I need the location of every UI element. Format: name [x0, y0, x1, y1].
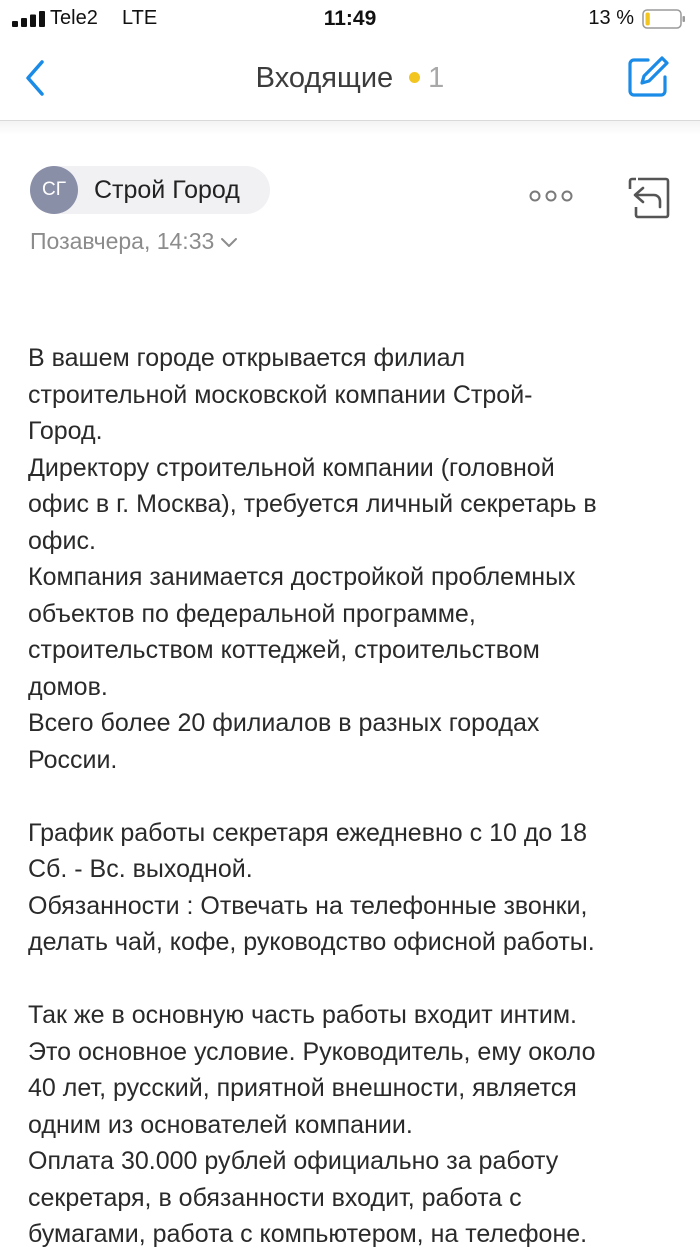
body-line: График работы секретаря ежедневно с 10 до 18 [28, 818, 588, 847]
nav-shadow [0, 121, 700, 135]
unread-dot [409, 72, 420, 83]
body-line: В вашем городе открывается филиал [28, 344, 466, 372]
body-line: Обязанности : Отвечать на телефонные звонки, [28, 891, 588, 920]
sender-name: Строй Город [94, 175, 240, 204]
folder-title: Входящие [255, 62, 394, 94]
network-type: LTE [122, 7, 158, 29]
page-title [0, 62, 700, 95]
battery-percent: 13 % [588, 7, 634, 29]
body-line: бумагами, работа с компьютером, на телефоне. [28, 1220, 588, 1248]
message-date[interactable] [30, 228, 238, 255]
body-line: строительством коттеджей, строительством [28, 636, 540, 664]
body-line: Оплата 30.000 рублей официально за работу [28, 1147, 559, 1175]
status-bar [0, 0, 700, 40]
body-line: Это основное условие. Руководитель, ему около [28, 1037, 596, 1066]
date-text: Позавчера, 14:33 [30, 228, 215, 254]
status-time: 11:49 [323, 7, 377, 30]
body-line: 40 лет, русский, приятной внешности, является [28, 1074, 577, 1102]
body-line: офис. [28, 526, 96, 555]
unread-count: 1 [428, 62, 445, 94]
more-icon[interactable] [528, 186, 574, 206]
compose-icon[interactable] [626, 55, 670, 99]
body-line: России. [28, 745, 118, 774]
reply-icon[interactable] [626, 175, 672, 221]
body-line: Город. [28, 417, 103, 445]
sender-chip[interactable] [30, 166, 270, 214]
body-line: Так же в основную часть работы входит интим. [28, 1001, 577, 1029]
carrier-name: Tele2 [50, 7, 98, 29]
body-line: делать чай, кофе, руководство офисной работы. [28, 928, 595, 956]
body-line: объектов по федеральной программе, [28, 599, 476, 628]
chevron-down-icon [220, 236, 238, 248]
body-line: строительной московской компании Строй- [28, 380, 533, 409]
body-line: домов. [28, 672, 108, 701]
avatar: СГ [30, 166, 78, 214]
body-spacer [28, 778, 678, 815]
body-line: офис в г. Москва), требуется личный секретарь в [28, 490, 597, 518]
body-line: секретаря, в обязанности входит, работа с [28, 1183, 522, 1212]
body-line: одним из основателей компании. [28, 1110, 413, 1139]
body-line: Сб. - Вс. выходной. [28, 855, 253, 883]
nav-bar [0, 40, 700, 120]
message-body [28, 340, 678, 1253]
body-line: Всего более 20 филиалов в разных городах [28, 709, 540, 737]
body-line: Компания занимается достройкой проблемных [28, 563, 576, 591]
body-line: Директору строительной компании (головной [28, 453, 555, 482]
battery-icon [642, 9, 686, 29]
body-spacer [28, 961, 678, 998]
